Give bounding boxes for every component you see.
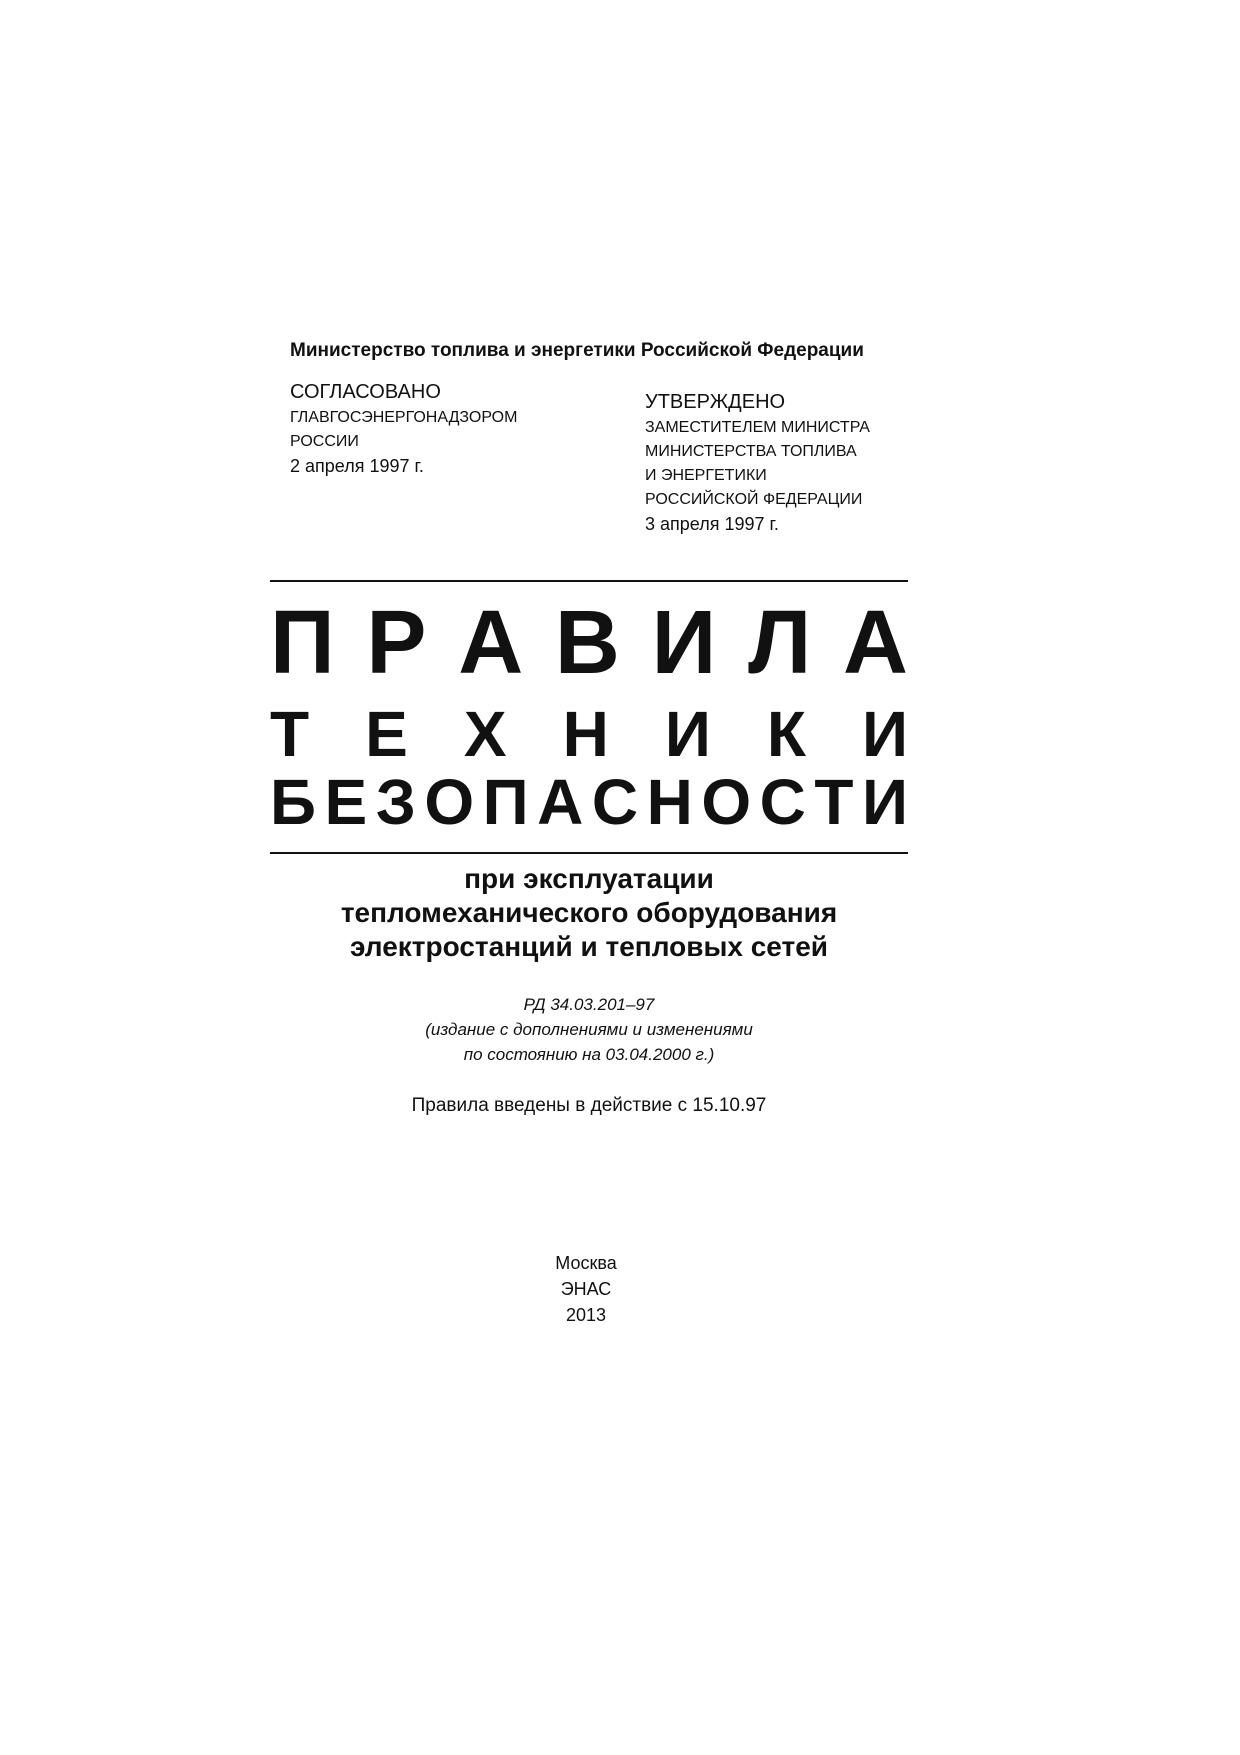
approved-heading: УТВЕРЖДЕНО bbox=[645, 391, 786, 413]
approved-line: И ЭНЕРГЕТИКИ bbox=[645, 467, 767, 484]
title-letter: И bbox=[861, 698, 908, 770]
title-letter: Н bbox=[562, 698, 609, 770]
title-letter: Р bbox=[366, 593, 427, 693]
edition-note: (издание с дополнениями и изменениями bbox=[425, 1020, 753, 1039]
approved-line: РОССИЙСКОЙ ФЕДЕРАЦИИ bbox=[645, 491, 863, 508]
title-letter: А bbox=[458, 593, 524, 693]
document-code: РД 34.03.201–97 bbox=[523, 995, 655, 1014]
effective-date-note: Правила введены в действие с 15.10.97 bbox=[411, 1095, 767, 1116]
title-letter: С bbox=[759, 766, 806, 838]
approved-date: 3 апреля 1997 г. bbox=[645, 514, 779, 534]
title-line-2 bbox=[270, 698, 908, 770]
subtitle-line: при эксплуатации bbox=[464, 863, 714, 894]
title-letter: П bbox=[270, 593, 335, 693]
agreed-heading: СОГЛАСОВАНО bbox=[290, 381, 441, 403]
title-letter: О bbox=[424, 766, 475, 838]
title-letter: Н bbox=[646, 766, 693, 838]
imprint-year: 2013 bbox=[565, 1305, 607, 1325]
title-letter: Е bbox=[365, 698, 408, 770]
title-letter: Б bbox=[270, 766, 316, 838]
imprint-publisher: ЭНАС bbox=[560, 1279, 612, 1299]
title-letter: Т bbox=[270, 698, 310, 770]
title-letter: А bbox=[537, 766, 584, 838]
title-letter: П bbox=[482, 766, 529, 838]
agreed-block bbox=[290, 378, 517, 478]
title-line-3 bbox=[270, 766, 908, 838]
document-info bbox=[200, 992, 978, 1067]
ministry-name: Министерство топлива и энергетики Российской Федерации bbox=[290, 340, 864, 361]
imprint-city: Москва bbox=[555, 1253, 617, 1273]
title-letter: О bbox=[701, 766, 752, 838]
title-line-1 bbox=[270, 593, 908, 693]
subtitle-line: тепломеханического оборудования bbox=[340, 897, 838, 928]
title-top-rule bbox=[270, 580, 908, 582]
title-bottom-rule bbox=[270, 852, 908, 854]
title-letter: С bbox=[591, 766, 639, 838]
title-letter: Л bbox=[748, 593, 812, 693]
agreed-line: РОССИИ bbox=[290, 433, 359, 450]
title-letter: И bbox=[651, 593, 717, 693]
approved-line: МИНИСТЕРСТВА ТОПЛИВА bbox=[645, 443, 857, 460]
title-letter: Т bbox=[814, 766, 854, 838]
approved-block bbox=[645, 388, 870, 536]
agreed-line: ГЛАВГОСЭНЕРГОНАДЗОРОМ bbox=[290, 409, 518, 426]
agreed-date: 2 апреля 1997 г. bbox=[290, 456, 424, 476]
title-letter: З bbox=[375, 766, 416, 838]
approved-line: ЗАМЕСТИТЕЛЕМ МИНИСТРА bbox=[645, 419, 870, 436]
title-letter: Е bbox=[324, 766, 368, 838]
title-letter: И bbox=[664, 698, 711, 770]
title-letter: И bbox=[861, 766, 908, 838]
title-letter: К bbox=[766, 698, 806, 770]
edition-note: по состоянию на 03.04.2000 г.) bbox=[463, 1045, 715, 1064]
subtitle-line: электростанций и тепловых сетей bbox=[350, 931, 828, 962]
title-letter: А bbox=[842, 593, 908, 693]
title-letter: Х bbox=[463, 698, 507, 770]
subtitle bbox=[200, 862, 978, 964]
title-letter: В bbox=[554, 593, 620, 693]
imprint bbox=[486, 1250, 686, 1328]
